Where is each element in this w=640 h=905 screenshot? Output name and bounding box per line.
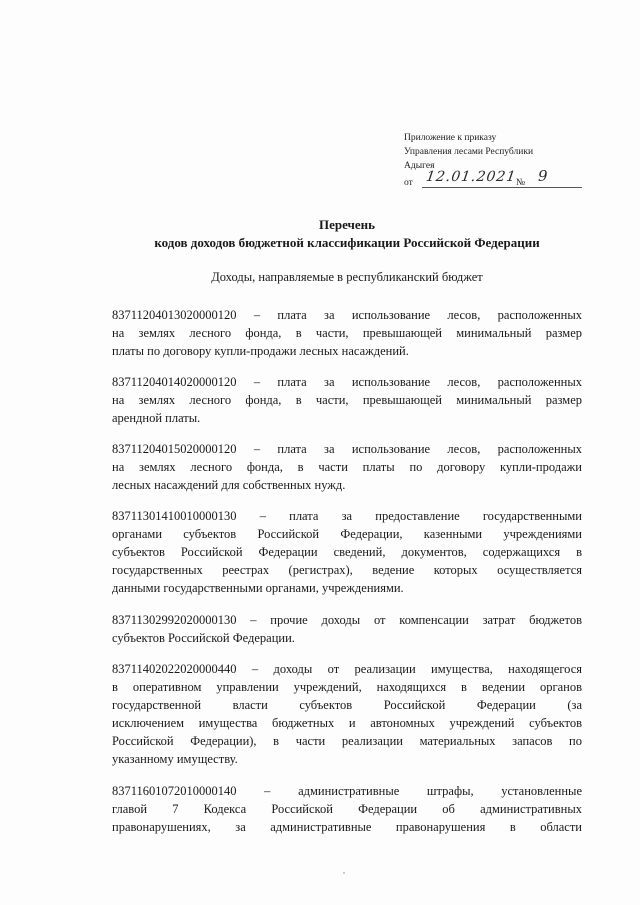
entry-line: 83711204015020000120 – плата за использование лесов, расположенных bbox=[112, 442, 582, 456]
section-heading: Доходы, направляемые в республиканский бюджет bbox=[211, 270, 483, 284]
entry-line: в оперативном управлении учреждений, находящихся в ведении органов bbox=[112, 680, 582, 694]
number-label: № bbox=[516, 178, 526, 188]
entry-2 bbox=[112, 373, 582, 427]
signature-underline bbox=[422, 187, 582, 188]
entry-line: субъектов Российской Федерации. bbox=[112, 631, 295, 645]
entry-line: арендной платы. bbox=[112, 411, 201, 425]
entry-line: 83711204014020000120 – плата за использование лесов, расположенных bbox=[112, 375, 582, 389]
entry-line: указанному имуществу. bbox=[112, 752, 238, 766]
entry-4 bbox=[112, 507, 582, 597]
appendix-line-1: Приложение к приказу bbox=[404, 133, 497, 143]
entry-line: государственной власти субъектов Российской Федерации (за bbox=[112, 698, 582, 712]
entry-line: 83711204013020000120 – плата за использование лесов, расположенных bbox=[112, 308, 582, 322]
entry-line: правонарушениях, за административные правонарушения в области bbox=[112, 820, 582, 834]
entry-line: лесных насаждений для собственных нужд. bbox=[112, 478, 346, 492]
entry-line: органами субъектов Российской Федерации, казенными учреждениями bbox=[112, 527, 582, 541]
entry-line: Российской Федерации), в части реализации материальных запасов по bbox=[112, 734, 582, 748]
entry-5 bbox=[112, 611, 582, 647]
appendix-line-2: Управления лесами Республики bbox=[404, 147, 534, 157]
document-title: Перечень bbox=[318, 217, 376, 232]
entry-line: главой 7 Кодекса Российской Федерации об административных bbox=[112, 802, 582, 816]
entry-line: на землях лесного фонда, в части платы по договору купли-продажи bbox=[112, 460, 582, 474]
handwritten-date: 12.01.2021 bbox=[424, 169, 518, 185]
handwritten-number: 9 bbox=[538, 167, 548, 185]
entry-line: субъектов Российской Федерации сведений, документов, содержащихся в bbox=[112, 545, 582, 559]
entry-line: государственных реестрах (регистрах), ведение которых осуществляется bbox=[112, 563, 582, 577]
entry-3 bbox=[112, 440, 582, 494]
appendix-line-3: Адыгея bbox=[404, 161, 435, 171]
entry-line: 83711601072010000140 – административные штрафы, установленные bbox=[112, 784, 582, 798]
entry-6 bbox=[112, 660, 582, 768]
entry-line: исключением имущества бюджетных и автономных учреждений субъектов bbox=[112, 716, 582, 730]
entry-line: на землях лесного фонда, в части, превышающей минимальный размер bbox=[112, 393, 582, 407]
entry-line: на землях лесного фонда, в части, превышающей минимальный размер bbox=[112, 326, 582, 340]
document-subtitle-bold: кодов доходов бюджетной классификации Российской Федерации bbox=[154, 235, 540, 250]
entry-line: данными государственными органами, учреждениями. bbox=[112, 581, 404, 595]
entry-7 bbox=[112, 782, 582, 836]
entry-line: 83711402022020000440 – доходы от реализации имущества, находящегося bbox=[112, 662, 582, 676]
from-label: от bbox=[404, 178, 413, 188]
entry-line: 83711301410010000130 – плата за предоставление государственными bbox=[112, 509, 582, 523]
entry-1 bbox=[112, 306, 582, 360]
entry-line: платы по договору купли-продажи лесных насаждений. bbox=[112, 344, 409, 358]
order-date-line bbox=[404, 167, 604, 191]
appendix-header bbox=[404, 131, 604, 191]
scan-speck bbox=[343, 872, 345, 874]
entry-line: 83711302992020000130 – прочие доходы от компенсации затрат бюджетов bbox=[112, 613, 582, 627]
